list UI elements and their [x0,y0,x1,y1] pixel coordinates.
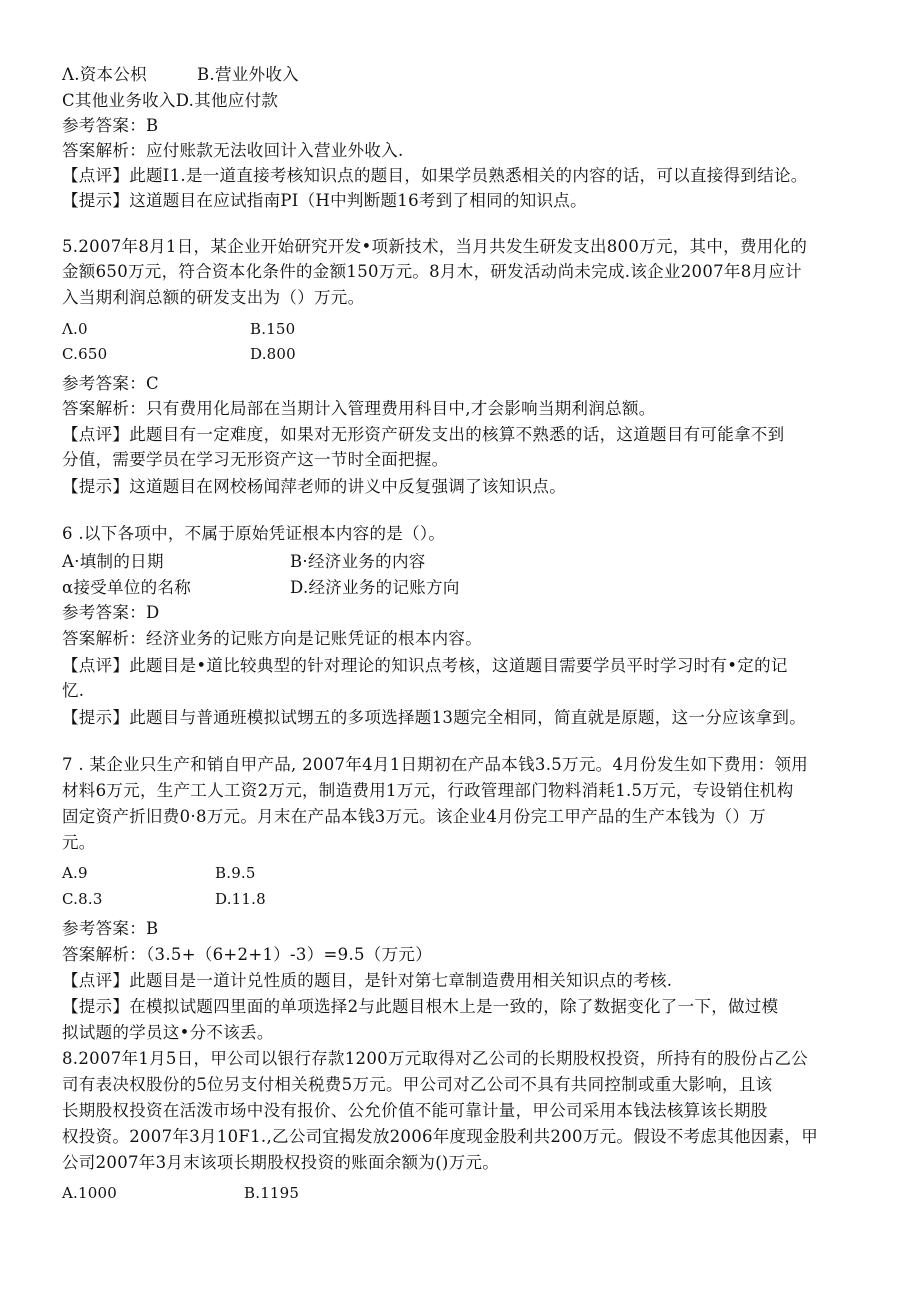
q5-option-b: B.150 [250,320,296,338]
q5-comment-line-1: 【点评】此题目有一定难度，如果对无形资产研发支出的核算不熟悉的话，这道题目有可能拿不到 [62,425,785,444]
q4-option-b: B.营业外收入 [197,65,299,84]
q5-option-a: Λ.0 [62,320,88,338]
q7-option-a: A.9 [62,864,88,882]
q6-option-a: A·填制的日期 [62,552,164,571]
q5-hint: 【提示】这道题目在网校杨闻萍老师的讲义中反复强调了该知识点。 [62,477,566,496]
q4-answer: 参考答案：B [62,116,159,135]
q4-option-a: Λ.资本公枳 [62,65,147,84]
q7-option-d: D.11.8 [215,890,266,908]
q5-option-c: C.650 [62,345,108,363]
q5-stem-line-3: 入当期利润总额的研发支出为（）万元。 [62,288,365,307]
q6-option-c: α接受单位的名称 [62,578,192,597]
q6-comment-line-2: 忆. [62,681,85,700]
q4-comment: 【点评】此题I1.是一道直接考核知识点的题目，如果学员熟悉相关的内容的话，可以直接得到结论。 [62,166,808,185]
q5-answer: 参考答案：C [62,374,159,393]
q6-option-b: B·经济业务的内容 [290,552,426,571]
q5-option-d: D.800 [250,345,296,363]
q8-stem-line-5: 公司2007年3月末该项长期股权投资的账面余额为()万元。 [62,1153,500,1172]
q8-option-b: B.1195 [244,1184,300,1202]
q8-option-a: A.1000 [62,1184,117,1202]
q7-stem-line-2: 材料6万元，生产工人工资2万元，制造费用1万元，行政管理部门物料消耗1.5万元，专设销住机构 [62,781,794,800]
q7-hint-line-2: 拟试题的学员这•分不该丢。 [62,1023,274,1042]
q7-answer: 参考答案：B [62,919,159,938]
q5-comment-line-2: 分值，需要学员在学习无形资产这一节时全面把握。 [62,450,449,469]
q4-option-cd: C其他业务收入D.其他应付款 [62,91,279,110]
q7-comment: 【点评】此题目是一道计兑性质的题目，是针对第七章制造费用相关知识点的考核. [62,971,673,990]
q7-analysis: 答案解析：（3.5+（6+2+1）-3）=9.5（万元） [62,945,432,964]
q6-option-d: D.经济业务的记账方向 [290,578,460,597]
q6-analysis: 答案解析：经济业务的记账方向是记账凭证的根本内容。 [62,629,482,648]
q8-stem-line-3: 长期股权投资在活泼市场中没有报价、公允价值不能可靠计量，甲公司采用本钱法核算该长期股 [62,1101,768,1120]
q6-hint: 【提示】此题目与普通班模拟试甥五的多项选择题13题完全相同，简直就是原题，这一分应该拿到。 [62,708,806,727]
q7-option-b: B.9.5 [215,864,256,882]
q5-stem-line-1: 5.2007年8月1日，某企业开始研究开发•项新技术，当月共发生研发支出800万元，其中，费用化的 [62,237,808,256]
q6-stem: 6 .以下各项中，不属于原始凭证根本内容的是（）。 [62,524,446,543]
q7-option-c: C.8.3 [62,890,103,908]
q7-stem-line-4: 元。 [62,833,96,852]
q6-answer: 参考答案：D [62,603,160,622]
q8-stem-line-4: 权投资。2007年3月10F1.,乙公司宜揭发放2006年度现金股利共200万元。假设不考虑其他因素，甲 [62,1127,819,1146]
q5-analysis: 答案解析：只有费用化局部在当期计入管理费用科目中,才会影响当期利润总额。 [62,399,656,418]
q4-analysis: 答案解析：应付账款无法收回计入营业外收入. [62,141,404,160]
q6-comment-line-1: 【点评】此题目是•道比较典型的针对理论的知识点考核，这道题目需要学员平时学习时有•定的记 [62,656,788,675]
q7-stem-line-3: 固定资产折旧费0·8万元。月末在产品本钱3万元。该企业4月份完工甲产品的生产本钱为（）万 [62,807,766,826]
q7-hint-line-1: 【提示】在模拟试题四里面的单项选择2与此题目根木上是一致的，除了数据变化了一下，做过模 [62,997,779,1016]
q7-stem-line-1: 7 . 某企业只生产和销自甲产品, 2007年4月1日期初在产品本钱3.5万元。4月份发生如下费用：领用 [62,755,809,774]
q8-stem-line-2: 司有表决权股份的5位另支付相关税费5万元。甲公司对乙公司不具有共同控制或重大影响，且该 [62,1075,773,1094]
q5-stem-line-2: 金额650万元，符合资本化条件的金额150万元。8月木，研发活动尚未完成.该企业2007年8月应计 [62,262,802,281]
q8-stem-line-1: 8.2007年1月5日，甲公司以银行存款1200万元取得对乙公司的长期股权投资，所持有的股份占乙公 [62,1049,808,1068]
q4-hint: 【提示】这道题目在应试指南PI（H中判断题16考到了相同的知识点。 [62,191,587,210]
